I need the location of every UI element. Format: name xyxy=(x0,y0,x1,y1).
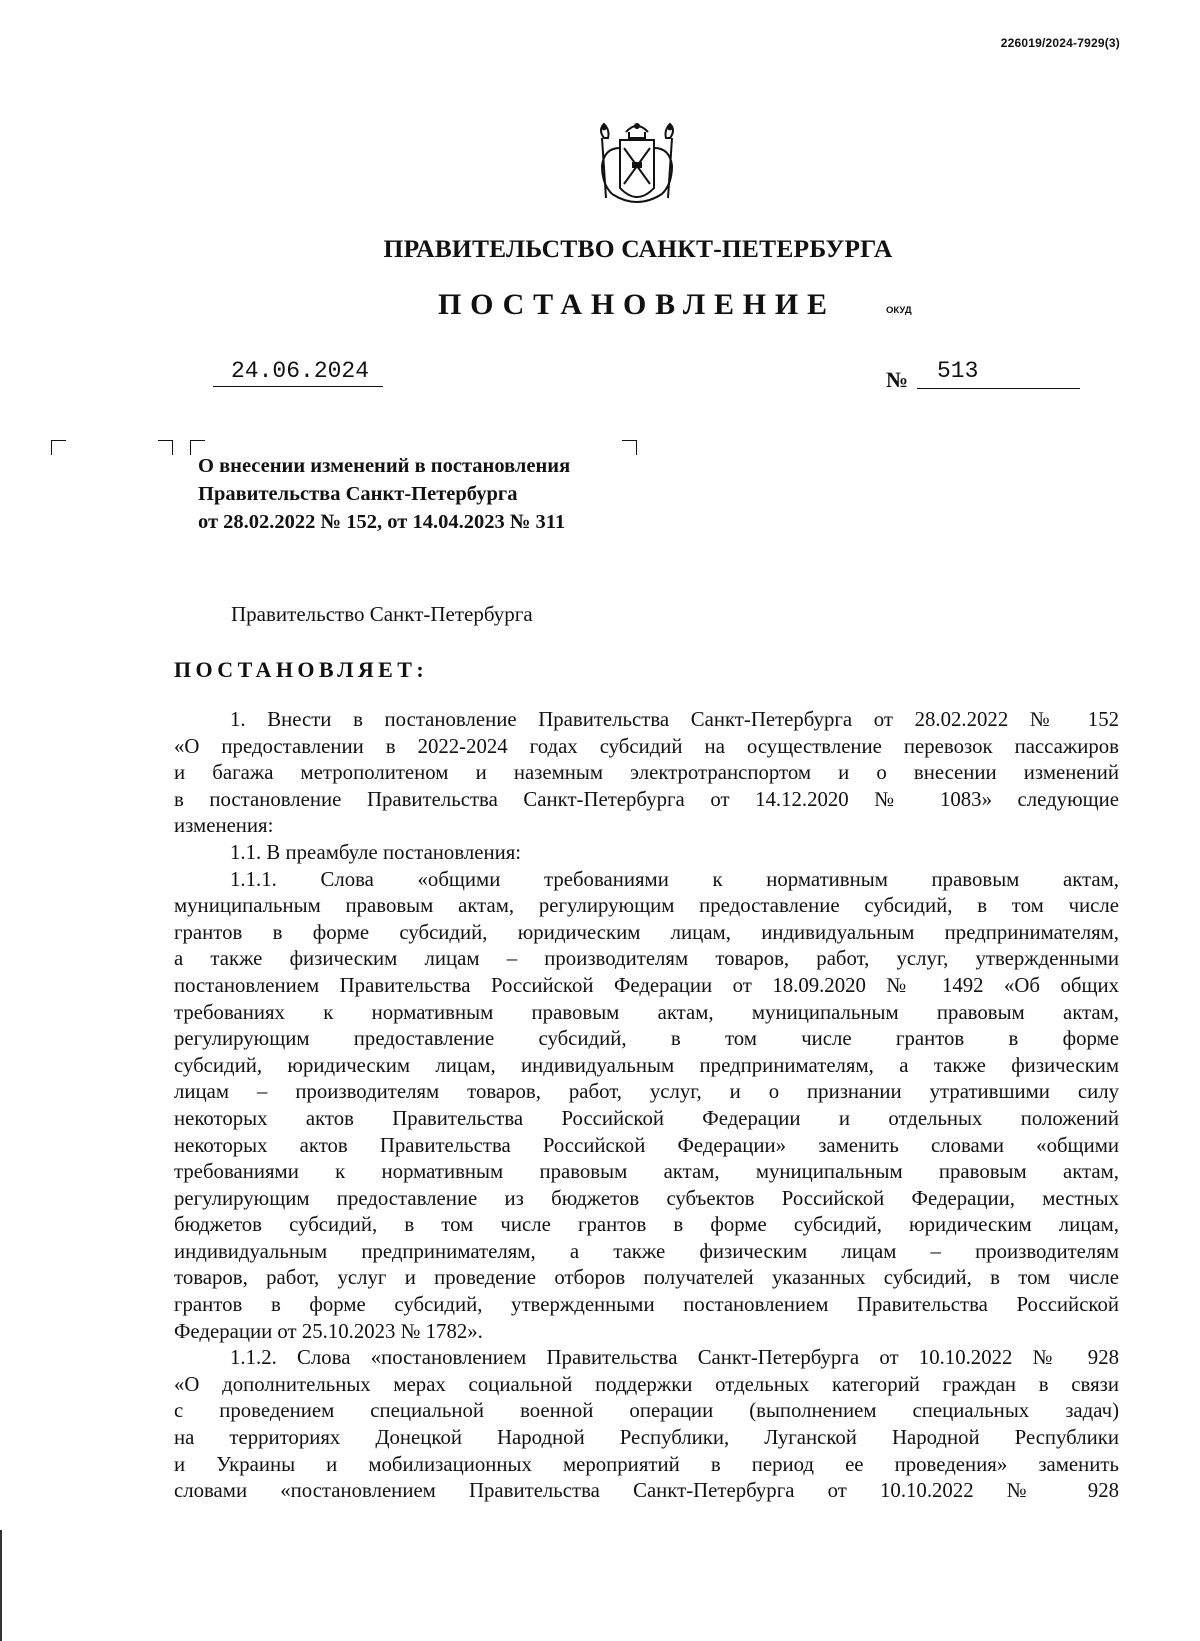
body-line: «О предоставлении в 2022-2024 годах субсидий на осуществление перевозок пассажиров xyxy=(174,734,1119,758)
body-line: регулирующим предоставление из бюджетов субъектов Российской Федерации, местных xyxy=(174,1186,1119,1210)
body-line: бюджетов субсидий, в том числе грантов в форме субсидий, юридическим лицам, xyxy=(174,1213,1119,1237)
document-number: 513 xyxy=(937,358,979,384)
body-line: на территориях Донецкой Народной Республики, Луганской Народной Республики xyxy=(174,1426,1119,1450)
body-line: требованиях к нормативным правовым актам, муниципальным правовым актам, xyxy=(174,1000,1119,1024)
body-line: некоторых актов Правительства Российской Федерации» заменить словами «общими xyxy=(174,1133,1119,1157)
body-line: Федерации от 25.10.2023 № 1782». xyxy=(174,1319,483,1343)
body-line: товаров, работ, услуг и проведение отборов получателей указанных субсидий, в том числе xyxy=(174,1266,1119,1290)
body-line: в постановление Правительства Санкт-Петербурга от 14.12.2020 № 1083» следующие xyxy=(174,787,1119,811)
government-title: ПРАВИТЕЛЬСТВО САНКТ-ПЕТЕРБУРГА xyxy=(383,234,893,263)
document-subject xyxy=(198,452,718,536)
body-line: грантов в форме субсидий, утвержденными постановлением Правительства Российской xyxy=(174,1293,1119,1317)
subject-line: от 28.02.2022 № 152, от 14.04.2023 № 311 xyxy=(198,511,566,533)
body-line: 1.1.1. Слова «общими требованиями к нормативным правовым актам, xyxy=(230,867,1119,891)
body-line: лицам – производителям товаров, работ, услуг, и о признании утратившими силу xyxy=(174,1080,1119,1104)
body-line: и багажа метрополитеном и наземным электротранспортом и о внесении изменений xyxy=(174,761,1119,785)
resolves-heading: ПОСТАНОВЛЯЕТ: xyxy=(174,657,429,682)
coat-of-arms-emblem xyxy=(582,118,692,218)
body-line: словами «постановлением Правительства Санкт-Петербурга от 10.10.2022 № 928 xyxy=(174,1479,1119,1503)
body-line: некоторых актов Правительства Российской Федерации и отдельных положений xyxy=(174,1106,1119,1130)
document-type: ПОСТАНОВЛЕНИЕ xyxy=(438,288,836,321)
scan-margin-mark xyxy=(0,1530,2,1641)
body-line: 1. Внести в постановление Правительства Санкт-Петербурга от 28.02.2022 № 152 xyxy=(230,708,1119,731)
document-date: 24.06.2024 xyxy=(231,358,370,384)
body-line: регулирующим предоставление субсидий, в том числе грантов в форме xyxy=(174,1027,1119,1051)
body-line: грантов в форме субсидий, юридическим лицам, индивидуальным предпринимателям, xyxy=(174,920,1119,944)
body-line: индивидуальным предпринимателям, а также физическим лицам – производителям xyxy=(174,1239,1119,1263)
body-line: постановлением Правительства Российской Федерации от 18.09.2020 № 1492 «Об общих xyxy=(174,973,1119,997)
date-underline xyxy=(213,386,383,387)
bracket-mark xyxy=(158,440,173,455)
body-line: и Украины и мобилизационных мероприятий в период ее проведения» заменить xyxy=(174,1452,1119,1476)
number-underline xyxy=(917,388,1080,389)
body-line: а также физическим лицам – производителям товаров, работ, услуг, утвержденными xyxy=(174,947,1119,971)
body-line: изменения: xyxy=(174,814,274,838)
okud-label: ОКУД xyxy=(886,305,912,316)
document-code: 226019/2024-7929(3) xyxy=(1000,36,1120,50)
subject-line: Правительства Санкт-Петербурга xyxy=(198,483,518,505)
document-body xyxy=(174,707,1119,1505)
body-line: 1.1.2. Слова «постановлением Правительства Санкт-Петербурга от 10.10.2022 № 928 xyxy=(230,1346,1119,1370)
body-line: «О дополнительных мерах социальной поддержки отдельных категорий граждан в связи xyxy=(174,1372,1119,1396)
body-line: с проведением специальной военной операции (выполнением специальных задач) xyxy=(174,1399,1119,1423)
body-line: требованиями к нормативным правовым актам, муниципальным правовым актам, xyxy=(174,1160,1119,1184)
left-corner-mark xyxy=(51,440,66,455)
body-line: муниципальным правовым актам, регулирующим предоставление субсидий, в том числе xyxy=(174,894,1119,918)
body-line: субсидий, юридическим лицам, индивидуальным предпринимателям, а также физическим xyxy=(174,1053,1119,1077)
subject-line: О внесении изменений в постановления xyxy=(198,455,571,477)
body-line: 1.1. В преамбуле постановления: xyxy=(230,840,522,864)
number-sign: № xyxy=(886,367,909,392)
issuing-authority: Правительство Санкт-Петербурга xyxy=(231,602,533,626)
